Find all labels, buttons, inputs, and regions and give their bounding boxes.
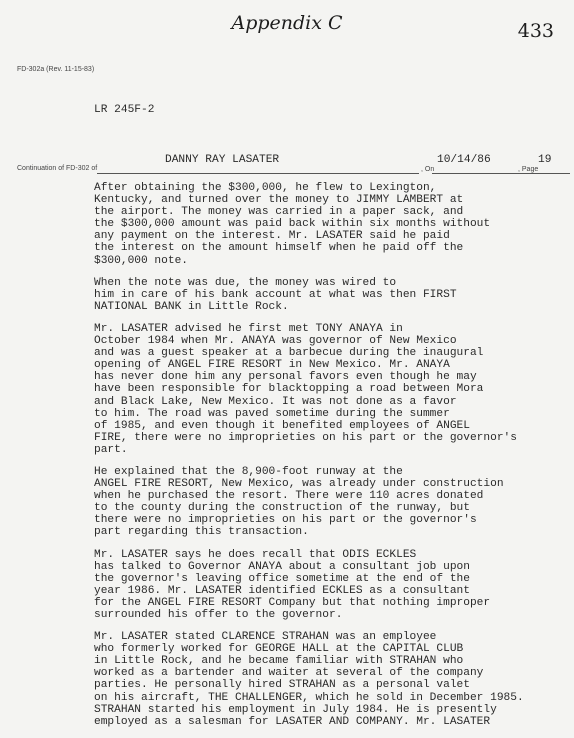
subject-rule bbox=[97, 173, 419, 174]
interview-date: 10/14/86 bbox=[437, 154, 491, 166]
paragraph: Mr. LASATER stated CLARENCE STRAHAN was an employee who formerly worked for GEORGE HALL at the CAPITAL CLUB in Little Rock, and he became familiar with STRAHAN who worked as a bartender and waiter at several of the company parties. He personally hired STRAHAN as a personal valet on his aircraft, THE CHALLENGER, which he sold in December 1985. STRAHAN started his employment in July 1984. He is presently employed as a salesman for LASATER AND COMPANY. Mr. LASATER bbox=[94, 631, 524, 728]
continuation-label: Continuation of FD-302 of bbox=[17, 165, 98, 172]
page-rule bbox=[534, 173, 570, 174]
paragraph: When the note was due, the money was wired to him in care of his bank account at what was then FIRST NATIONAL BANK in Little Rock. bbox=[94, 276, 457, 313]
on-label: , On bbox=[421, 166, 435, 173]
date-rule bbox=[432, 173, 534, 174]
appendix-title: Appendix C bbox=[231, 12, 343, 34]
paragraph: He explained that the 8,900-foot runway at the ANGEL FIRE RESORT, New Mexico, was already under construction when he purchased the resort. There were 110 acres donated to the county during the construction of the runway, but there were no improprieties on his part or the governor's part regarding this transaction. bbox=[94, 465, 504, 539]
paragraph: After obtaining the $300,000, he flew to Lexington, Kentucky, and turned over the money to JIMMY LAMBERT at the airport. The money was carried in a paper sack, and the $300,000 amount was paid back within six months without any payment on the interest. Mr. LASATER said he paid the interest on the amount himself when he paid off the $300,000 note. bbox=[94, 182, 491, 267]
form-page-number: 19 bbox=[538, 154, 552, 166]
paragraph: Mr. LASATER says he does recall that ODIS ECKLES has talked to Governor ANAYA about a consultant job upon the governor's leaving office sometime at the end of the year 1986. Mr. LASATER identified ECKLES as a consultant for the ANGEL FIRE RESORT Company but that nothing improper surrounded his offer to the governor. bbox=[94, 548, 491, 621]
document-body bbox=[94, 182, 564, 738]
book-page-number: 433 bbox=[517, 20, 554, 42]
paragraph: Mr. LASATER advised he first met TONY ANAYA in October 1984 when Mr. ANAYA was governor of New Mexico and was a guest speaker at a barbecue during the inaugural opening of ANGEL FIRE RESORT in New Mexico. Mr. ANAYA has never done him any personal favors even though he may have been responsible for blacktopping a road between Mora and Black Lake, New Mexico. It was not done as a favor to him. The road was paved sometime during the summer of 1985, and even though it benefited employees of ANGEL FIRE, there were no improprieties on his part or the governor's part. bbox=[94, 322, 517, 456]
subject-name: DANNY RAY LASATER bbox=[165, 154, 280, 166]
form-id: FD-302a (Rev. 11-15-83) bbox=[17, 66, 95, 73]
file-number: LR 245F-2 bbox=[94, 104, 155, 116]
page-label: , Page bbox=[518, 166, 539, 173]
continuation-line bbox=[17, 154, 557, 176]
